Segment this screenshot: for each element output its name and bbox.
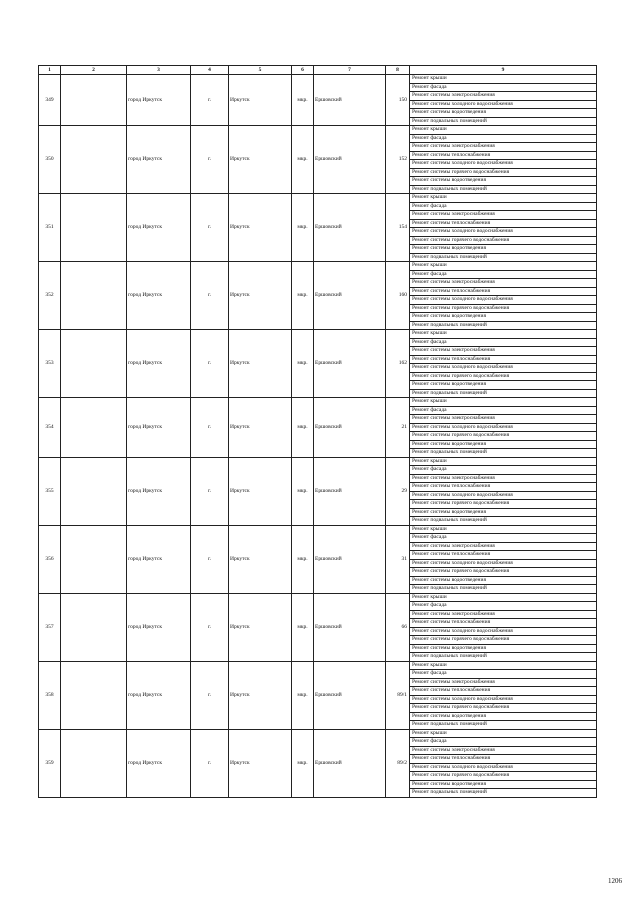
city-cell: Иркутск xyxy=(229,525,292,593)
header-col-2: 2 xyxy=(61,66,127,75)
repair-work-item: Ремонт системы горячего водоснабжения xyxy=(410,236,597,245)
repair-work-item: Ремонт подвальных помещений xyxy=(410,185,597,194)
city-cell: Иркутск xyxy=(229,457,292,525)
city-cell: Иркутск xyxy=(229,593,292,661)
repair-work-item: Ремонт системы горячего водоснабжения xyxy=(410,304,597,313)
settlement-cell: город Иркутск xyxy=(127,525,191,593)
repair-registry-table xyxy=(38,65,597,798)
repair-work-item: Ремонт системы водоотведения xyxy=(410,313,597,322)
settlement-cell: город Иркутск xyxy=(127,75,191,126)
house-number-cell: 152 xyxy=(386,126,410,194)
repair-work-item: Ремонт подвальных помещений xyxy=(410,321,597,330)
header-col-9: 9 xyxy=(410,66,597,75)
settlement-cell: город Иркутск xyxy=(127,194,191,262)
header-col-6: 6 xyxy=(292,66,314,75)
street-type-cell: мкр. xyxy=(292,729,314,797)
municipality-cell xyxy=(61,194,127,262)
repair-work-item: Ремонт подвальных помещений xyxy=(410,721,597,730)
house-number-cell: 160 xyxy=(386,262,410,330)
street-cell: Ершовский xyxy=(314,729,386,797)
repair-work-item: Ремонт системы теплоснабжения xyxy=(410,755,597,764)
street-type-cell: мкр. xyxy=(292,330,314,398)
row-number: 357 xyxy=(39,593,61,661)
repair-work-item: Ремонт системы электроснабжения xyxy=(410,92,597,101)
repair-work-item: Ремонт системы теплоснабжения xyxy=(410,151,597,160)
street-cell: Ершовский xyxy=(314,457,386,525)
repair-work-item: Ремонт крыши xyxy=(410,593,597,602)
table-row xyxy=(39,729,597,738)
municipality-cell xyxy=(61,126,127,194)
municipality-cell xyxy=(61,75,127,126)
repair-work-item: Ремонт системы электроснабжения xyxy=(410,610,597,619)
repair-work-item: Ремонт системы горячего водоснабжения xyxy=(410,432,597,441)
table-row xyxy=(39,457,597,466)
row-number: 350 xyxy=(39,126,61,194)
table-row xyxy=(39,593,597,602)
table-row xyxy=(39,126,597,135)
repair-work-item: Ремонт системы горячего водоснабжения xyxy=(410,636,597,645)
repair-work-item: Ремонт крыши xyxy=(410,330,597,339)
street-cell: Ершовский xyxy=(314,126,386,194)
settlement-cell: город Иркутск xyxy=(127,126,191,194)
street-type-cell: мкр. xyxy=(292,593,314,661)
municipality-cell xyxy=(61,330,127,398)
house-number-cell: 150 xyxy=(386,75,410,126)
table-row xyxy=(39,262,597,271)
repair-work-item: Ремонт фасада xyxy=(410,602,597,611)
repair-work-item: Ремонт системы водоотведения xyxy=(410,644,597,653)
repair-work-item: Ремонт системы водоотведения xyxy=(410,245,597,254)
header-col-8: 8 xyxy=(386,66,410,75)
repair-work-item: Ремонт системы электроснабжения xyxy=(410,347,597,356)
repair-work-item: Ремонт крыши xyxy=(410,398,597,407)
table-row xyxy=(39,330,597,339)
repair-work-item: Ремонт системы водоотведения xyxy=(410,381,597,390)
house-number-cell: 21 xyxy=(386,398,410,458)
locality-type-cell: г. xyxy=(191,398,229,458)
locality-type-cell: г. xyxy=(191,126,229,194)
repair-work-item: Ремонт фасада xyxy=(410,270,597,279)
locality-type-cell: г. xyxy=(191,457,229,525)
locality-type-cell: г. xyxy=(191,661,229,729)
row-number: 351 xyxy=(39,194,61,262)
repair-work-item: Ремонт системы теплоснабжения xyxy=(410,287,597,296)
table-row xyxy=(39,525,597,534)
street-cell: Ершовский xyxy=(314,398,386,458)
repair-work-item: Ремонт системы холодного водоснабжения xyxy=(410,228,597,237)
repair-work-item: Ремонт системы электроснабжения xyxy=(410,542,597,551)
header-row xyxy=(39,66,597,75)
header-col-1: 1 xyxy=(39,66,61,75)
repair-work-item: Ремонт фасада xyxy=(410,406,597,415)
settlement-cell: город Иркутск xyxy=(127,262,191,330)
locality-type-cell: г. xyxy=(191,194,229,262)
settlement-cell: город Иркутск xyxy=(127,593,191,661)
row-number: 353 xyxy=(39,330,61,398)
municipality-cell xyxy=(61,729,127,797)
row-number: 356 xyxy=(39,525,61,593)
repair-work-item: Ремонт крыши xyxy=(410,126,597,135)
header-col-3: 3 xyxy=(127,66,191,75)
repair-work-item: Ремонт системы горячего водоснабжения xyxy=(410,704,597,713)
street-cell: Ершовский xyxy=(314,593,386,661)
municipality-cell xyxy=(61,661,127,729)
repair-work-item: Ремонт подвальных помещений xyxy=(410,789,597,798)
table-row xyxy=(39,661,597,670)
settlement-cell: город Иркутск xyxy=(127,398,191,458)
street-type-cell: мкр. xyxy=(292,262,314,330)
house-number-cell: 66 xyxy=(386,593,410,661)
repair-work-item: Ремонт фасада xyxy=(410,466,597,475)
repair-work-item: Ремонт подвальных помещений xyxy=(410,253,597,262)
repair-work-item: Ремонт системы электроснабжения xyxy=(410,746,597,755)
settlement-cell: город Иркутск xyxy=(127,661,191,729)
repair-work-item: Ремонт системы теплоснабжения xyxy=(410,483,597,492)
repair-work-item: Ремонт системы горячего водоснабжения xyxy=(410,568,597,577)
row-number: 358 xyxy=(39,661,61,729)
repair-work-item: Ремонт системы теплоснабжения xyxy=(410,687,597,696)
page-number: 1206 xyxy=(608,877,622,885)
table-row xyxy=(39,398,597,407)
repair-work-item: Ремонт системы теплоснабжения xyxy=(410,219,597,228)
repair-work-item: Ремонт системы горячего водоснабжения xyxy=(410,372,597,381)
street-type-cell: мкр. xyxy=(292,525,314,593)
repair-work-item: Ремонт системы электроснабжения xyxy=(410,279,597,288)
repair-work-item: Ремонт фасада xyxy=(410,338,597,347)
repair-work-item: Ремонт подвальных помещений xyxy=(410,449,597,458)
street-type-cell: мкр. xyxy=(292,661,314,729)
locality-type-cell: г. xyxy=(191,729,229,797)
repair-work-item: Ремонт подвальных помещений xyxy=(410,117,597,126)
house-number-cell: 154 xyxy=(386,194,410,262)
repair-work-item: Ремонт крыши xyxy=(410,262,597,271)
street-type-cell: мкр. xyxy=(292,398,314,458)
repair-work-item: Ремонт системы водоотведения xyxy=(410,109,597,118)
repair-work-item: Ремонт системы холодного водоснабжения xyxy=(410,423,597,432)
locality-type-cell: г. xyxy=(191,330,229,398)
house-number-cell: 89/1 xyxy=(386,661,410,729)
city-cell: Иркутск xyxy=(229,729,292,797)
repair-work-item: Ремонт системы электроснабжения xyxy=(410,415,597,424)
repair-work-item: Ремонт фасада xyxy=(410,134,597,143)
repair-work-item: Ремонт крыши xyxy=(410,457,597,466)
settlement-cell: город Иркутск xyxy=(127,457,191,525)
municipality-cell xyxy=(61,525,127,593)
repair-work-item: Ремонт системы водоотведения xyxy=(410,508,597,517)
row-number: 352 xyxy=(39,262,61,330)
table-row xyxy=(39,194,597,203)
municipality-cell xyxy=(61,398,127,458)
row-number: 359 xyxy=(39,729,61,797)
header-col-7: 7 xyxy=(314,66,386,75)
repair-work-item: Ремонт системы холодного водоснабжения xyxy=(410,559,597,568)
street-cell: Ершовский xyxy=(314,194,386,262)
repair-work-item: Ремонт системы холодного водоснабжения xyxy=(410,364,597,373)
registry-sheet xyxy=(38,65,596,798)
table-row xyxy=(39,75,597,84)
repair-work-item: Ремонт фасада xyxy=(410,670,597,679)
locality-type-cell: г. xyxy=(191,525,229,593)
locality-type-cell: г. xyxy=(191,593,229,661)
street-type-cell: мкр. xyxy=(292,75,314,126)
repair-work-item: Ремонт системы электроснабжения xyxy=(410,678,597,687)
street-cell: Ершовский xyxy=(314,75,386,126)
repair-work-item: Ремонт системы холодного водоснабжения xyxy=(410,627,597,636)
table-body xyxy=(39,75,597,798)
city-cell: Иркутск xyxy=(229,194,292,262)
city-cell: Иркутск xyxy=(229,75,292,126)
house-number-cell: 29 xyxy=(386,457,410,525)
street-cell: Ершовский xyxy=(314,525,386,593)
repair-work-item: Ремонт фасада xyxy=(410,83,597,92)
repair-work-item: Ремонт системы горячего водоснабжения xyxy=(410,500,597,509)
repair-work-item: Ремонт подвальных помещений xyxy=(410,517,597,526)
municipality-cell xyxy=(61,593,127,661)
repair-work-item: Ремонт системы водоотведения xyxy=(410,440,597,449)
street-cell: Ершовский xyxy=(314,661,386,729)
repair-work-item: Ремонт системы водоотведения xyxy=(410,576,597,585)
repair-work-item: Ремонт подвальных помещений xyxy=(410,389,597,398)
city-cell: Иркутск xyxy=(229,262,292,330)
row-number: 355 xyxy=(39,457,61,525)
repair-work-item: Ремонт системы теплоснабжения xyxy=(410,619,597,628)
repair-work-item: Ремонт крыши xyxy=(410,729,597,738)
repair-work-item: Ремонт фасада xyxy=(410,738,597,747)
settlement-cell: город Иркутск xyxy=(127,729,191,797)
repair-work-item: Ремонт системы электроснабжения xyxy=(410,143,597,152)
repair-work-item: Ремонт системы электроснабжения xyxy=(410,474,597,483)
street-cell: Ершовский xyxy=(314,262,386,330)
repair-work-item: Ремонт подвальных помещений xyxy=(410,585,597,594)
repair-work-item: Ремонт системы водоотведения xyxy=(410,780,597,789)
municipality-cell xyxy=(61,457,127,525)
repair-work-item: Ремонт системы холодного водоснабжения xyxy=(410,695,597,704)
repair-work-item: Ремонт фасада xyxy=(410,534,597,543)
header-col-4: 4 xyxy=(191,66,229,75)
repair-work-item: Ремонт подвальных помещений xyxy=(410,653,597,662)
repair-work-item: Ремонт системы холодного водоснабжения xyxy=(410,296,597,305)
repair-work-item: Ремонт крыши xyxy=(410,194,597,203)
city-cell: Иркутск xyxy=(229,661,292,729)
repair-work-item: Ремонт системы электроснабжения xyxy=(410,211,597,220)
repair-work-item: Ремонт системы холодного водоснабжения xyxy=(410,100,597,109)
locality-type-cell: г. xyxy=(191,262,229,330)
city-cell: Иркутск xyxy=(229,398,292,458)
repair-work-item: Ремонт фасада xyxy=(410,202,597,211)
header-col-5: 5 xyxy=(229,66,292,75)
house-number-cell: 162 xyxy=(386,330,410,398)
settlement-cell: город Иркутск xyxy=(127,330,191,398)
repair-work-item: Ремонт системы водоотведения xyxy=(410,712,597,721)
repair-work-item: Ремонт системы горячего водоснабжения xyxy=(410,168,597,177)
street-cell: Ершовский xyxy=(314,330,386,398)
municipality-cell xyxy=(61,262,127,330)
repair-work-item: Ремонт системы горячего водоснабжения xyxy=(410,772,597,781)
street-type-cell: мкр. xyxy=(292,457,314,525)
repair-work-item: Ремонт крыши xyxy=(410,75,597,84)
repair-work-item: Ремонт системы теплоснабжения xyxy=(410,355,597,364)
city-cell: Иркутск xyxy=(229,330,292,398)
street-type-cell: мкр. xyxy=(292,126,314,194)
row-number: 354 xyxy=(39,398,61,458)
repair-work-item: Ремонт крыши xyxy=(410,525,597,534)
repair-work-item: Ремонт крыши xyxy=(410,661,597,670)
locality-type-cell: г. xyxy=(191,75,229,126)
street-type-cell: мкр. xyxy=(292,194,314,262)
row-number: 349 xyxy=(39,75,61,126)
repair-work-item: Ремонт системы холодного водоснабжения xyxy=(410,491,597,500)
repair-work-item: Ремонт системы теплоснабжения xyxy=(410,551,597,560)
repair-work-item: Ремонт системы холодного водоснабжения xyxy=(410,160,597,169)
city-cell: Иркутск xyxy=(229,126,292,194)
house-number-cell: 31 xyxy=(386,525,410,593)
repair-work-item: Ремонт системы водоотведения xyxy=(410,177,597,186)
repair-work-item: Ремонт системы холодного водоснабжения xyxy=(410,763,597,772)
house-number-cell: 89/2 xyxy=(386,729,410,797)
